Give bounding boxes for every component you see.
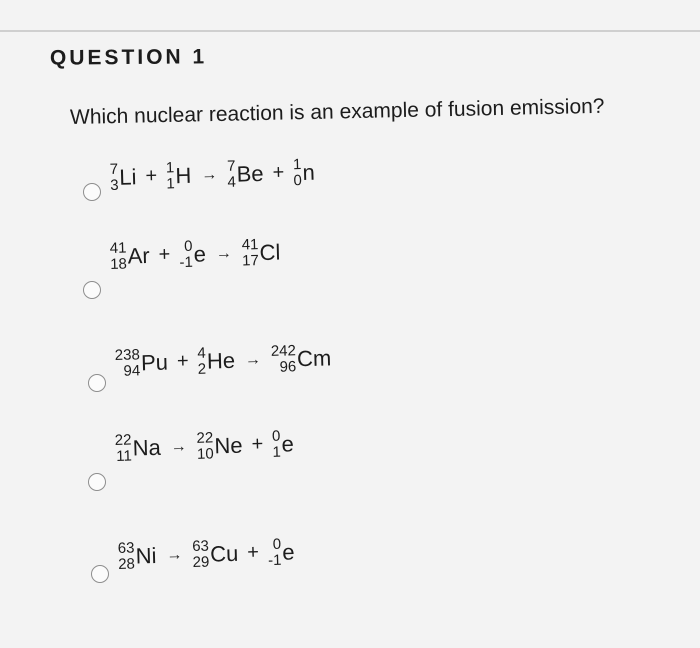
- nuclide: [118, 540, 157, 572]
- radio-button-5[interactable]: [91, 565, 109, 583]
- nuclide: [271, 342, 332, 375]
- nuclide: [196, 430, 243, 463]
- mass-number: 41: [241, 236, 259, 254]
- element-symbol: Cm: [296, 345, 332, 371]
- mass-number: 4: [197, 344, 206, 362]
- element-symbol: H: [175, 162, 192, 189]
- element-symbol: Cl: [259, 239, 281, 265]
- nuclide: [115, 347, 169, 380]
- element-symbol: Pu: [140, 349, 169, 376]
- atomic-number: -1: [267, 551, 282, 569]
- mass-number: 0: [183, 237, 193, 256]
- mass-number: 63: [117, 539, 135, 557]
- mass-number: 7: [226, 157, 236, 175]
- nuclide: [110, 240, 150, 273]
- nuclide: [242, 237, 281, 269]
- question-text: Which nuclear reaction is an example of fusion emission?: [69, 94, 605, 129]
- mass-number: 1: [292, 155, 302, 174]
- answer-option-5[interactable]: [0, 535, 700, 615]
- element-symbol: e: [193, 241, 207, 267]
- mass-number: 0: [271, 427, 281, 445]
- reaction-arrow-icon: →: [166, 546, 183, 564]
- nuclide: [227, 158, 264, 190]
- top-divider: [0, 30, 700, 32]
- atomic-number: 18: [109, 255, 128, 273]
- reaction-arrow-icon: →: [201, 165, 218, 184]
- plus-sign: +: [246, 541, 260, 564]
- nuclide: [192, 538, 239, 571]
- mass-number: 22: [196, 429, 214, 447]
- atomic-number: 17: [241, 251, 260, 270]
- nuclide: [197, 345, 235, 377]
- answer-option-4[interactable]: [0, 428, 700, 508]
- mass-number: 41: [109, 239, 127, 257]
- reaction-arrow-icon: →: [244, 350, 262, 369]
- equation-4: [115, 428, 295, 464]
- mass-number: 22: [114, 431, 132, 449]
- nuclide: [115, 432, 162, 465]
- mass-number: 63: [192, 537, 210, 556]
- nuclide: [293, 157, 315, 189]
- atomic-number: -1: [179, 253, 194, 271]
- plus-sign: +: [272, 161, 285, 184]
- element-symbol: Ar: [127, 242, 150, 269]
- radio-button-4[interactable]: [88, 473, 106, 491]
- element-symbol: He: [206, 347, 236, 374]
- answer-option-2[interactable]: [0, 237, 700, 317]
- element-symbol: e: [281, 431, 295, 457]
- equation-2: [110, 237, 281, 273]
- atomic-number: 29: [192, 553, 210, 571]
- nuclide: [179, 238, 206, 270]
- equation-3: [115, 342, 332, 379]
- atomic-number: 96: [279, 358, 297, 376]
- mass-number: 7: [109, 160, 119, 178]
- atomic-number: 2: [197, 360, 207, 378]
- atomic-number: 1: [166, 175, 175, 193]
- element-symbol: Na: [132, 434, 162, 461]
- radio-button-3[interactable]: [88, 374, 106, 392]
- mass-number: 1: [165, 159, 175, 177]
- plus-sign: +: [145, 165, 158, 188]
- answer-option-1[interactable]: [0, 150, 700, 230]
- atomic-number: 3: [109, 176, 119, 194]
- atomic-number: 1: [272, 443, 282, 461]
- mass-number: 0: [272, 535, 282, 553]
- equation-1: [110, 157, 316, 194]
- element-symbol: Ne: [214, 432, 243, 459]
- element-symbol: Be: [236, 160, 264, 187]
- atomic-number: 11: [116, 447, 133, 465]
- mass-number: 238: [114, 346, 141, 364]
- radio-button-1[interactable]: [83, 183, 101, 201]
- nuclide: [166, 160, 192, 192]
- question-title: QUESTION 1: [49, 45, 208, 70]
- reaction-arrow-icon: →: [215, 244, 233, 262]
- plus-sign: +: [176, 350, 189, 373]
- element-symbol: Li: [119, 164, 137, 190]
- element-symbol: e: [281, 539, 295, 565]
- nuclide: [268, 536, 295, 568]
- mass-number: 242: [270, 342, 297, 360]
- plus-sign: +: [251, 433, 264, 456]
- element-symbol: Cu: [209, 540, 239, 567]
- answer-option-3[interactable]: [0, 342, 700, 422]
- atomic-number: 94: [123, 362, 141, 380]
- reaction-arrow-icon: →: [170, 437, 187, 456]
- equation-5: [118, 536, 295, 572]
- atomic-number: 0: [293, 171, 303, 189]
- atomic-number: 28: [117, 555, 136, 573]
- nuclide: [272, 428, 294, 460]
- element-symbol: Ni: [135, 542, 157, 569]
- nuclide: [110, 161, 137, 193]
- atomic-number: 10: [196, 445, 214, 463]
- element-symbol: n: [302, 159, 316, 185]
- plus-sign: +: [158, 243, 171, 266]
- radio-button-2[interactable]: [83, 281, 101, 299]
- atomic-number: 4: [227, 173, 237, 191]
